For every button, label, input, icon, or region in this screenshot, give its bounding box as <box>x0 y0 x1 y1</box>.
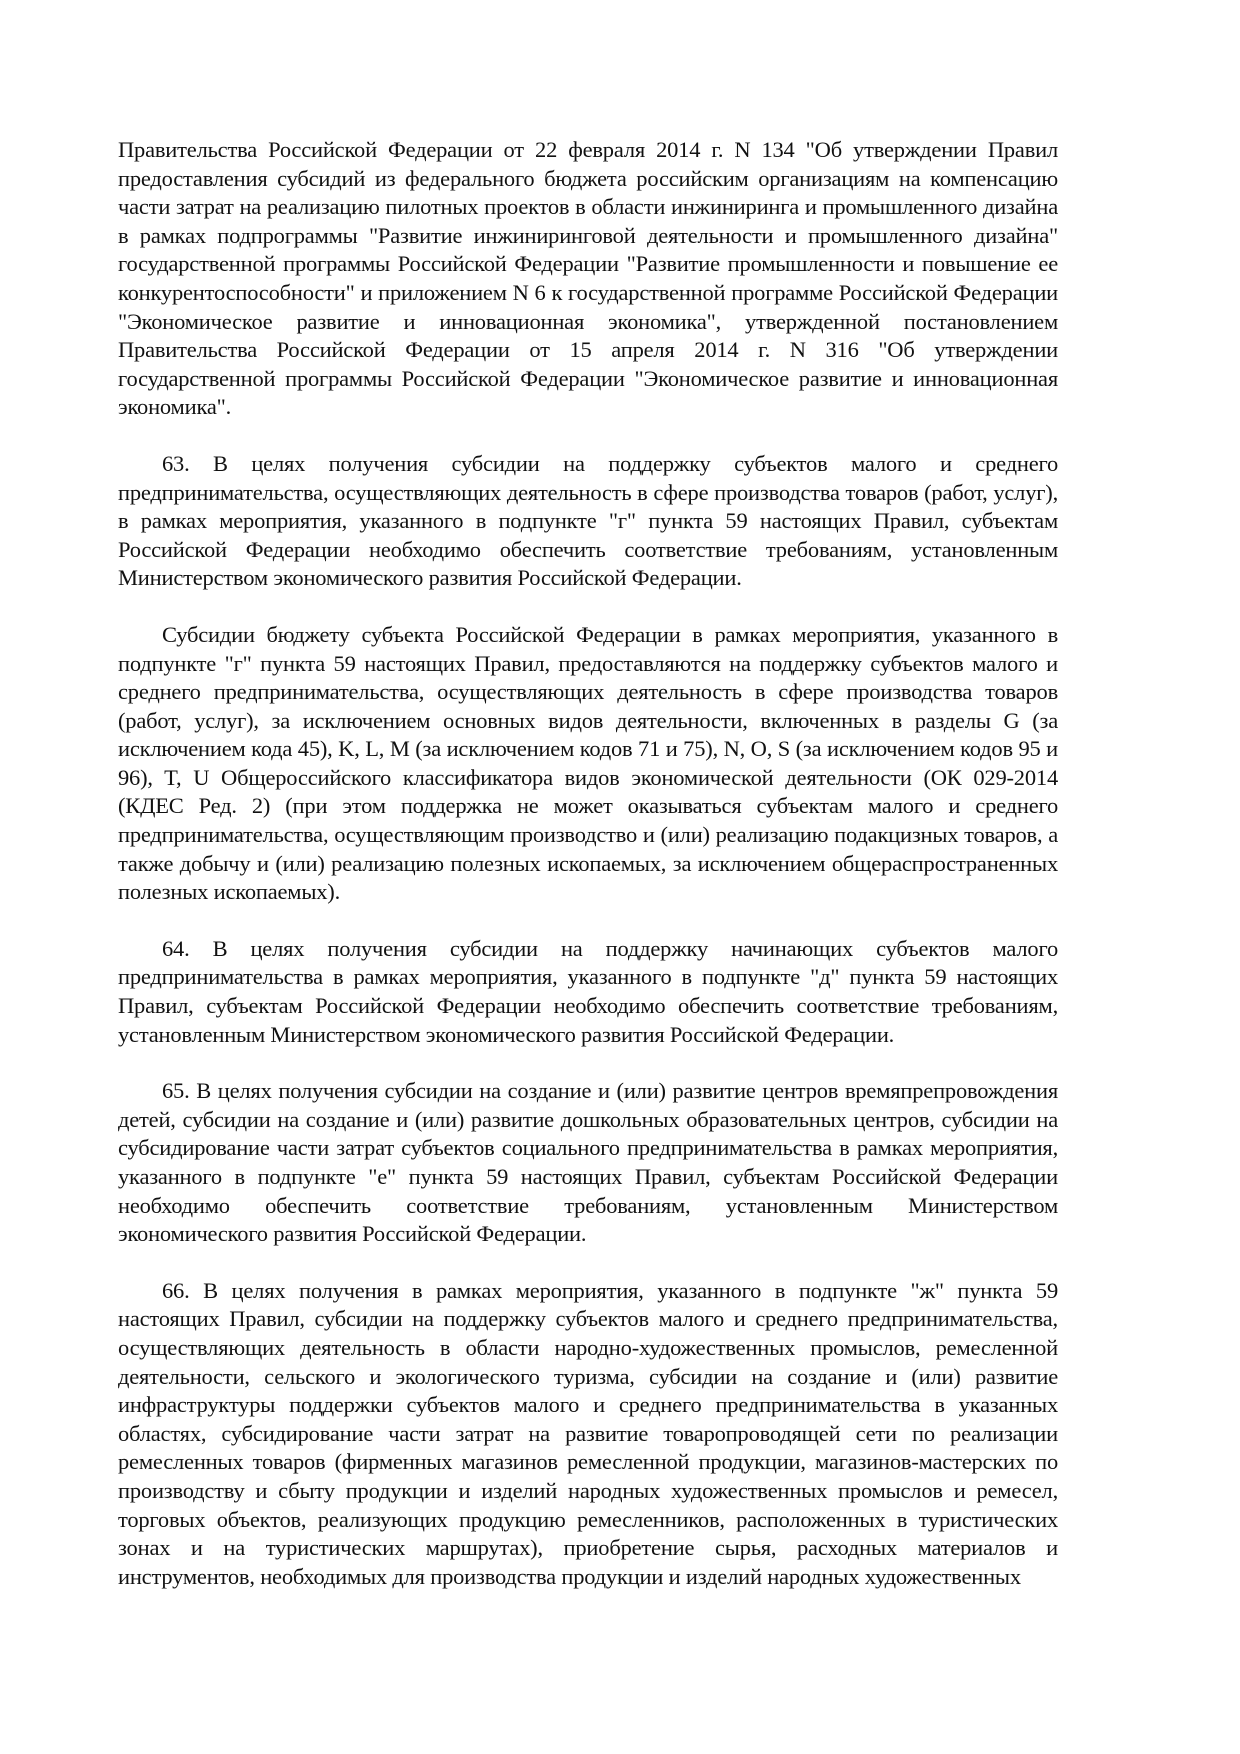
paragraph-63: 63. В целях получения субсидии на поддержку субъектов малого и среднего предпринимательства, осуществляющих деятельность в сфере производства товаров (работ, услуг), в рамках мероприятия, указанного в подпункте "г" пункта 59 настоящих Правил, субъектам Российской Федерации необходимо обеспечить соответствие требованиям, установленным Министерством экономического развития Российской Федерации. <box>118 450 1058 591</box>
paragraph-66: 66. В целях получения в рамках мероприятия, указанного в подпункте "ж" пункта 59 настоящих Правил, субсидии на поддержку субъектов малого и среднего предпринимательства, осуществляющих деятельность в области народно-художественных промыслов, ремесленной деятельности, сельского и экологического туризма, субсидии на создание и (или) развитие инфраструктуры поддержки субъектов малого и среднего предпринимательства в указанных областях, субсидирование части затрат на развитие товаропроводящей сети по реализации ремесленных товаров (фирменных магазинов ремесленной продукции, магазинов-мастерских по производству и сбыту продукции и изделий народных художественных промыслов и ремесел, торговых объектов, реализующих продукцию ремесленников, расположенных в туристических зонах и на туристических маршрутах), приобретение сырья, расходных материалов и инструментов, необходимых для производства продукции и изделий народных художественных <box>118 1277 1058 1589</box>
paragraph-63-subsidies: Субсидии бюджету субъекта Российской Федерации в рамках мероприятия, указанного в подпункте "г" пункта 59 настоящих Правил, предоставляются на поддержку субъектов малого и среднего предпринимательства, осуществляющих деятельность в сфере производства товаров (работ, услуг), за исключением основных видов деятельности, включенных в разделы G (за исключением кода 45), K, L, M (за исключением кодов 71 и 75), N, O, S (за исключением кодов 95 и 96), T, U Общероссийского классификатора видов экономической деятельности (ОК 029-2014 (КДЕС Ред. 2) (при этом поддержка не может оказываться субъектам малого и среднего предпринимательства, осуществляющим производство и (или) реализацию подакцизных товаров, а также добычу и (или) реализацию полезных ископаемых, за исключением общераспространенных полезных ископаемых). <box>118 621 1058 905</box>
paragraph-continuation: Правительства Российской Федерации от 22 февраля 2014 г. N 134 "Об утверждении Правил предоставления субсидий из федерального бюджета российским организациям на компенсацию части затрат на реализацию пилотных проектов в области инжиниринга и промышленного дизайна в рамках подпрограммы "Развитие инжиниринговой деятельности и промышленного дизайна" государственной программы Российской Федерации "Развитие промышленности и повышение ее конкурентоспособности" и приложением N 6 к государственной программе Российской Федерации "Экономическое развитие и инновационная экономика", утвержденной постановлением Правительства Российской Федерации от 15 апреля 2014 г. N 316 "Об утверждении государственной программы Российской Федерации "Экономическое развитие и инновационная экономика". <box>118 137 1058 420</box>
paragraph-64: 64. В целях получения субсидии на поддержку начинающих субъектов малого предпринимательства в рамках мероприятия, указанного в подпункте "д" пункта 59 настоящих Правил, субъектам Российской Федерации необходимо обеспечить соответствие требованиям, установленным Министерством экономического развития Российской Федерации. <box>118 935 1058 1047</box>
document-page <box>118 136 1058 1619</box>
paragraph-65: 65. В целях получения субсидии на создание и (или) развитие центров времяпрепровождения детей, субсидии на создание и (или) развитие дошкольных образовательных центров, субсидии на субсидирование части затрат субъектов социального предпринимательства в рамках мероприятия, указанного в подпункте "е" пункта 59 настоящих Правил, субъектам Российской Федерации необходимо обеспечить соответствие требованиям, установленным Министерством экономического развития Российской Федерации. <box>118 1078 1058 1247</box>
